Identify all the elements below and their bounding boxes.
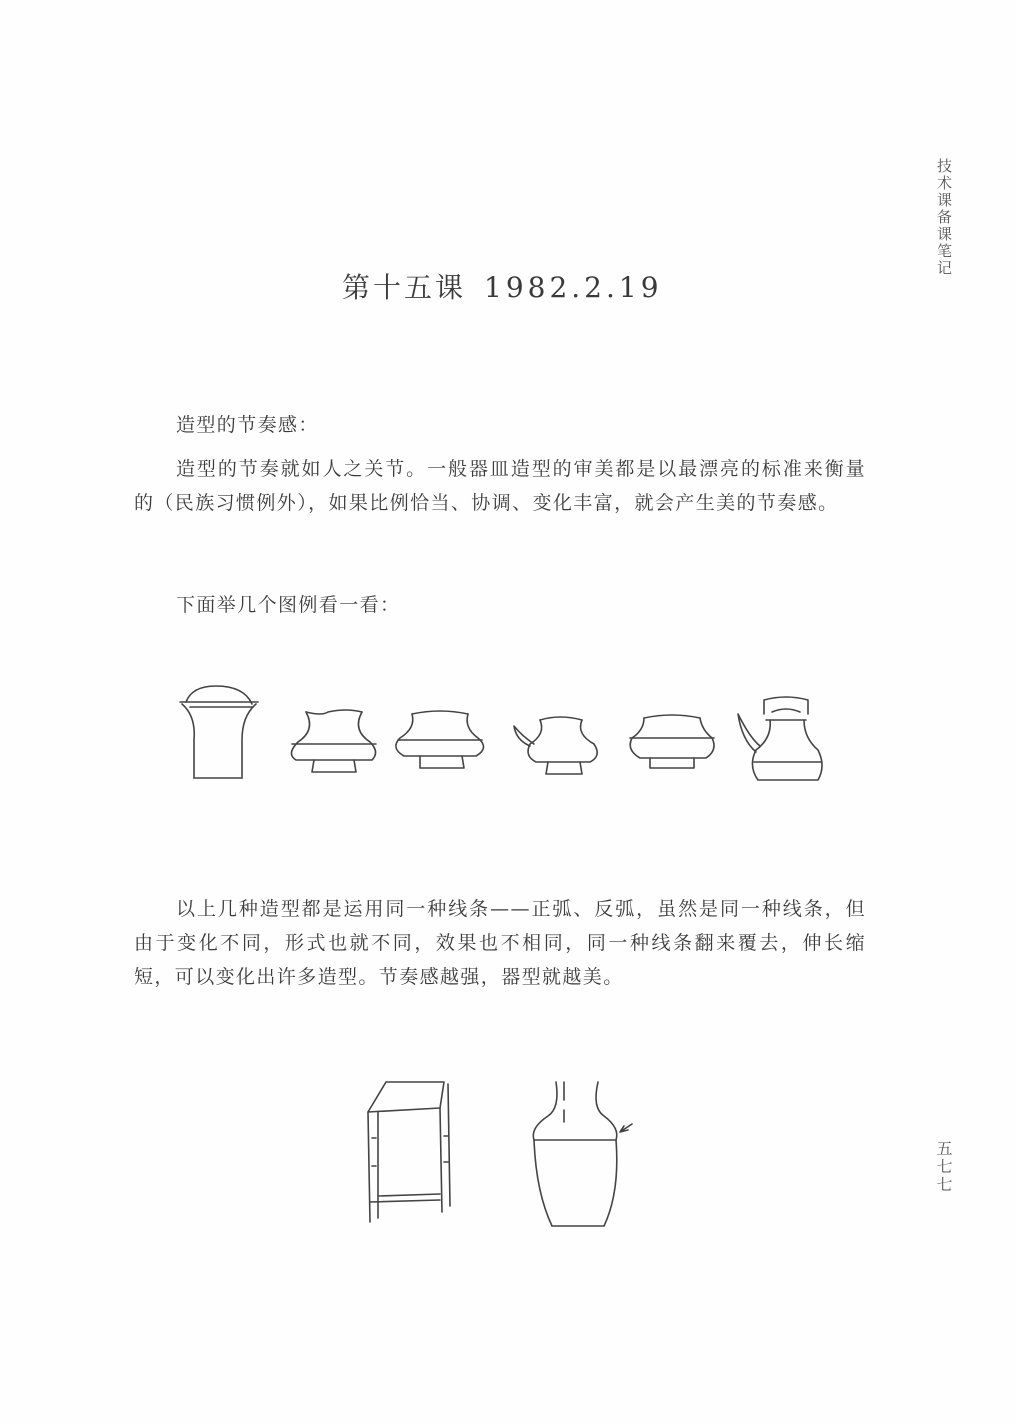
page-number: 五七七 [934, 1140, 953, 1194]
lesson-date: 1982.2.19 [484, 271, 663, 304]
sketch-flared-bowl [291, 710, 376, 772]
lesson-title: 第十五课 [342, 271, 467, 304]
sketch-side-table [368, 1082, 450, 1222]
paragraph-examples-lead: 下面举几个图例看一看： [176, 594, 401, 616]
sketch-low-bowl [630, 715, 714, 768]
running-header-side-title: 技术课备课笔记 [935, 158, 953, 277]
sketch-wide-bowl [396, 711, 484, 768]
paragraph-intro: 造型的节奏就如人之关节。一般器皿造型的审美都是以最漂亮的标准来衡量的（民族习惯例外），如果比例恰当、协调、变化丰富，就会产生美的节奏感。 [134, 458, 866, 514]
sketch-spouted-vessel [514, 717, 597, 774]
sketch-baluster-vase [533, 1082, 632, 1226]
paragraph-topic: 造型的节奏感： [176, 414, 319, 436]
sketch-flared-jar [180, 686, 258, 778]
paragraph-explanation: 以上几种造型都是运用同一种线条——正弧、反弧，虽然是同一种线条，但由于变化不同，形式也就不同，效果也不相同，同一种线条翻来覆去，伸长缩短，可以变化出许多造型。节奏感越强，器型就越美。 [134, 898, 866, 988]
sketch-teapot [738, 697, 822, 780]
